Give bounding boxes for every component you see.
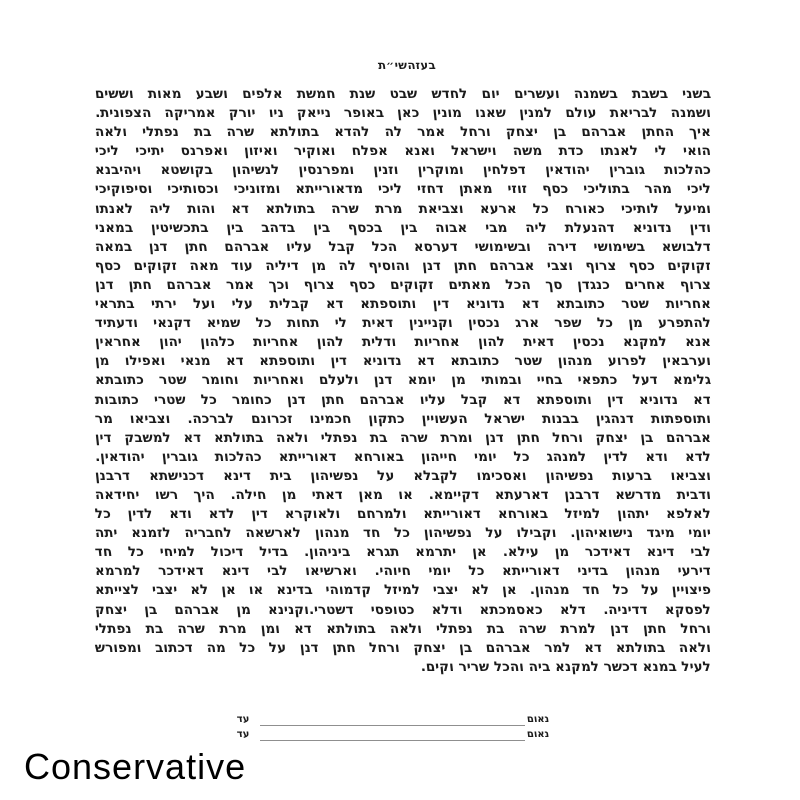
ketubah-text-line: וערבאין לפרוע מנהון שטר כתובתא דא נדוניא דין ותוספתא דא מנאי ואפילו מן <box>94 354 712 370</box>
ketubah-text-line: לפסקא דדיניה. דלא כאסמכתא ודלא כטופסי דשטרי.וקנינא מן אברהם בן יצחק <box>94 602 712 618</box>
ketubah-text-line: אנא למקנא נכסין דאית להון אחריות ודלית להון אחריות כלהון יהון אחראין <box>94 335 712 351</box>
ketubah-text-line: כהלכות גוברין יהודאין דפלחין ומוקרין וזנין ומפרנסין לנשיהון בקושטא ויהיבנא <box>94 163 712 179</box>
ketubah-text-line: ודין נדוניא דהנעלת ליה מבי אבוה בין בכסף בין בדהב בין בתכשיטין במאני <box>94 220 712 236</box>
ketubah-text-line: דירעי מנהון בדיני דאורייתא כל יומי חיוהי. וארשיאו לבי דינא דאידכר למרמא <box>94 564 712 580</box>
signature-row <box>237 726 549 742</box>
ketubah-text-line: ורחל חתן דנן למרת שרה בת נפתלי ולאה בתולתא דא ומן מרת שרה בת נפתלי <box>94 621 712 637</box>
signature-row <box>237 710 549 726</box>
ketubah-text-line: הואי לי לאנתו כדת משה וישראל ואנא אפלח ואוקיר ואיזון ואפרנס יתיכי ליכי <box>94 144 712 160</box>
witness-label: עד <box>236 713 251 725</box>
declarant-label: נאום <box>526 713 550 725</box>
ketubah-text-line: דא נדוניא דין ותוספתא דא קבל עליו אברהם חתן דנן כחומר כל שטרי כתובות <box>94 392 712 408</box>
ketubah-text-line: פיצויין על כל חד מנהון. אן לא יצבי למיזל קדמוהי בדינא או אן לא יצבי לצייתא <box>94 583 712 599</box>
blessing-header: בעזהשי״ת <box>377 58 437 72</box>
ketubah-text-line: ודבית מדרשא דרבנן דארעתא דקיימא. או מאן דאתי מן חילה. היך רשו יחידאה <box>94 487 712 503</box>
signature-blank-line[interactable] <box>260 713 525 726</box>
declarant-label: נאום <box>526 729 550 740</box>
ketubah-text-line: ותוספתות דנהגין בבנות ישראל העשויין כתקון חכמינו זכרונם לברכה. וצביאו מר <box>94 411 712 427</box>
ketubah-text-line: להתפרע מן כל שפר ארג נכסין וקניינין דאית לי תחות כל שמיא דקנאי ודעתיד <box>94 316 712 332</box>
ketubah-text-line: לאלפא יתהון למיזל באורחא דאורייתא ולמרחם ולאוקרא דין לדא ודא לדין כל <box>94 507 712 523</box>
ketubah-text-block <box>95 85 711 677</box>
ketubah-text-line: דלבושא בשימושי דירה ובשימושי דערסא הכל קבל עליו אברהם חתן דנן במאה <box>94 239 712 255</box>
ketubah-text-line: יומי מיגד נישואיהון. וקבילו על נפשיהון כל חד מנהון לארשאה לחבריה לזמנא יתה <box>94 526 712 542</box>
ketubah-text-line: צרוף אחרים כנגדן סך הכל מאתים זקוקים כסף צרוף וכך אמר אברהם חתן דנן <box>94 277 712 293</box>
ketubah-text-line: ומיעל לותיכי כאורח כל ארעא וצביאת מרת שרה בתולתא דא והות ליה לאנתו <box>94 201 712 217</box>
ketubah-text-line: ליכי מהר בתוליכי כסף זוזי מאתן דחזי ליכי מדאורייתא ומזוניכי וכסותיכי וסיפוקיכי <box>94 182 712 198</box>
ketubah-text-line: זקוקים כסף צרוף וצבי אברהם חתן דנן והוסיף לה מן דיליה עוד מאה זקוקים כסף <box>94 258 712 274</box>
witness-label: עד <box>236 729 251 740</box>
signature-area <box>237 710 549 741</box>
ketubah-text-line: וצביאו ברעות נפשיהון ואסכימו לקבלא על נפשיהון בית דינא דכנישתא דרבנן <box>94 468 712 484</box>
signature-blank-line[interactable] <box>260 728 525 741</box>
ketubah-text-line: בשני בשבת בשמנה ועשרים יום לחדש שבט שנת חמשת אלפים ושבע מאות וששים <box>94 87 712 102</box>
ketubah-text-line: איך החתן אברהם בן יצחק ורחל אמר לה להדא בתולתא שרה בת נפתלי ולאה <box>94 125 712 141</box>
ketubah-text-line: ולאה בתולתא דא למר אברהם בן יצחק ורחל חתן דנן על כל מה דכתוב ומפורש <box>94 640 712 656</box>
ketubah-text-line: אברהם בן יצחק ורחל חתן דנן ומרת שרה בת נפתלי ולאה בתולתא דא למשבק דין <box>94 430 712 446</box>
ketubah-text-line: אחריות שטר כתובתא דא נדוניא דין ותוספתא דא קבלית עלי ועל ירתי בתראי <box>94 297 712 313</box>
ketubah-text-line: לעיל במנא דכשר למקנא ביה והכל שריר וקים. <box>419 659 712 675</box>
ketubah-text-line: לבי דינא דאידכר מן עילא. אן יתרמא תגרא ביניהון. בדיל דיכול למיחי כל חד <box>94 545 712 561</box>
ketubah-text-line: ושמנה לבריאת עולם למנין שאנו מונין כאן באופר נייאק ניו יורק אמריקה הצפונית. <box>94 106 712 122</box>
denomination-label: Conservative <box>24 746 247 787</box>
ketubah-text-line: לדא ודא לדין למנהג כל יומי חייהון באורחא דאורייתא כהלכות גוברין יהודאין. <box>94 449 712 465</box>
ketubah-text-line: גלימא דעל כתפאי בחיי ובמותי מן יומא דנן ולעלם ואחריות וחומר שטר כתובתא <box>94 373 712 389</box>
